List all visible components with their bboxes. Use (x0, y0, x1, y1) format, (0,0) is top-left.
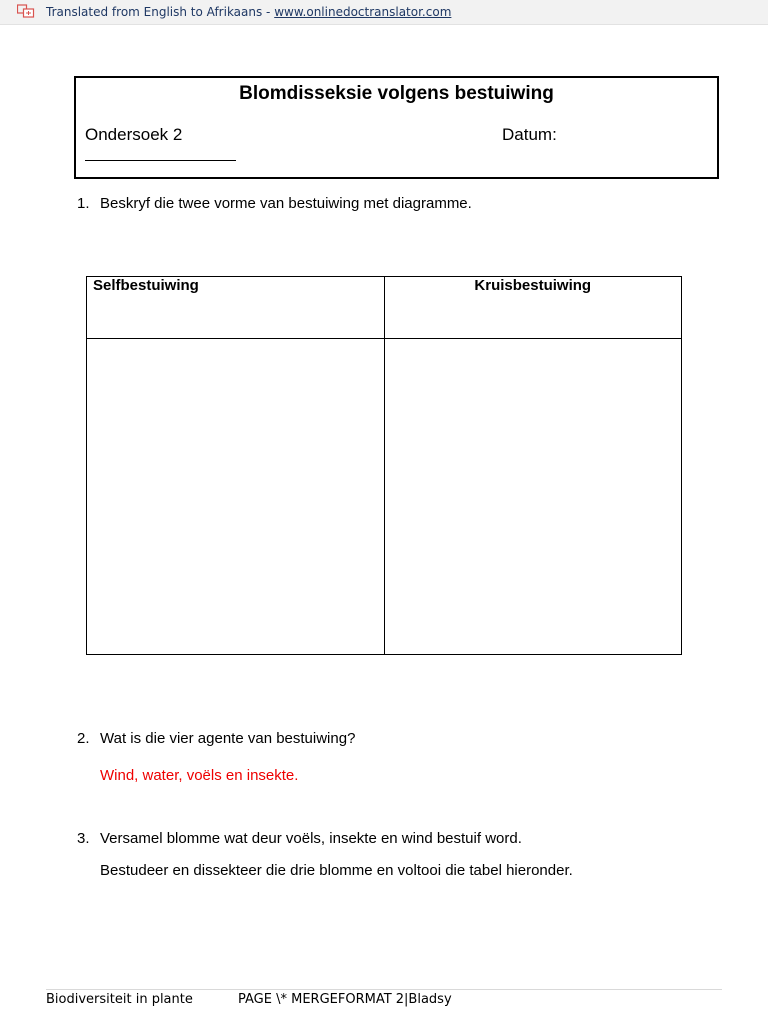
footer-page-field: PAGE \* MERGEFORMAT 2|Bladsy (238, 992, 452, 1007)
translation-banner (0, 0, 768, 25)
name-blank-line (85, 160, 236, 161)
question-1 (77, 195, 472, 212)
worksheet-header (74, 76, 719, 179)
question-3-line-2: Bestudeer en dissekteer die drie blomme en voltooi die tabel hieronder. (100, 862, 573, 879)
question-2 (77, 730, 355, 747)
footer-left: Biodiversiteit in plante (46, 992, 193, 1007)
pollination-table (86, 276, 682, 655)
col-header-self: Selfbestuiwing (87, 277, 385, 339)
investigation-label: Ondersoek 2 (85, 125, 183, 144)
footer-divider (46, 989, 722, 990)
page-title: Blomdisseksie volgens bestuiwing (239, 83, 554, 104)
banner-text (46, 5, 451, 19)
question-text: Beskryf die twee vorme van bestuiwing met diagramme. (100, 195, 472, 212)
cross-pollination-cell[interactable] (384, 339, 682, 655)
answer-2: Wind, water, voëls en insekte. (100, 767, 299, 784)
col-header-cross: Kruisbestuiwing (384, 277, 682, 339)
table-header-row (87, 277, 682, 339)
self-pollination-cell[interactable] (87, 339, 385, 655)
question-3 (77, 830, 522, 847)
question-number: 1. (77, 195, 90, 212)
question-number: 3. (77, 830, 90, 847)
question-text: Wat is die vier agente van bestuiwing? (100, 730, 356, 747)
date-label: Datum: (502, 125, 557, 144)
question-text: Versamel blomme wat deur voëls, insekte en wind bestuif word. (100, 830, 522, 847)
question-number: 2. (77, 730, 90, 747)
banner-label: Translated from English to Afrikaans - (46, 5, 275, 19)
translator-logo-icon (17, 4, 35, 18)
translator-link[interactable]: www.onlinedoctranslator.com (274, 5, 452, 19)
table-row (87, 339, 682, 655)
